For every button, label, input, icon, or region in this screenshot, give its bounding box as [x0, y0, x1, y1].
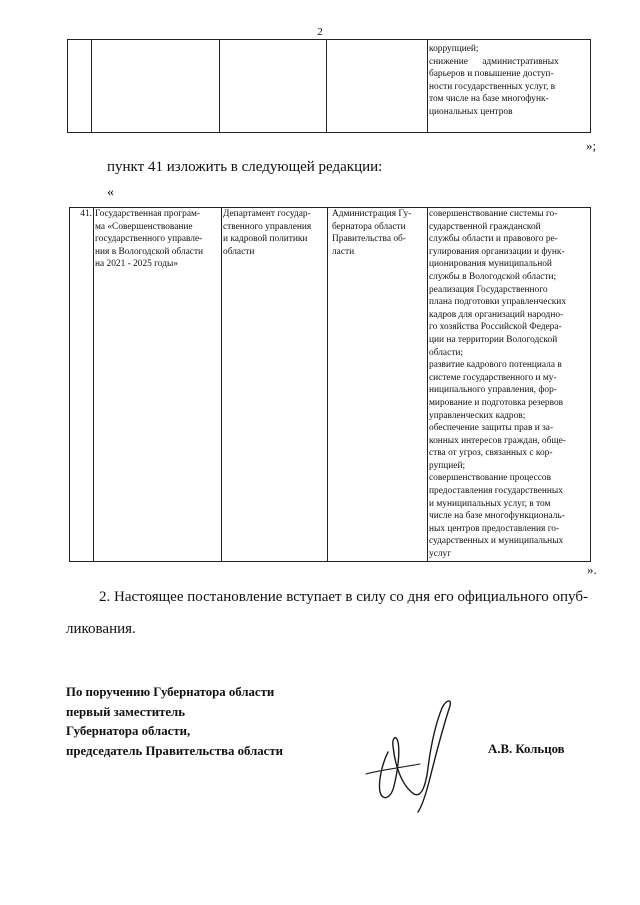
goal-line: управленческих кадров; [429, 410, 526, 421]
goal-line: циональных центров [429, 106, 513, 117]
table-cell-executor [222, 208, 328, 562]
goal-line: услуг [429, 549, 452, 560]
table-cell-coexecutor [328, 208, 428, 562]
opening-quote: « [107, 185, 114, 200]
program-line: ния в Вологодской области [95, 246, 204, 257]
page-number: 2 [317, 26, 323, 38]
goal-line: числе на базе многофункциональ- [429, 511, 565, 522]
coexecutor-line: Администрация Гу- [332, 209, 412, 219]
goal-line: барьеров и повышение доступ- [429, 69, 554, 80]
handwritten-signature [358, 694, 464, 814]
goal-line: обеспечение защиты прав и за- [429, 423, 554, 434]
goal-line: том числе на базе многофунк- [429, 94, 549, 105]
goal-line: службы области и правового ре- [429, 234, 558, 245]
signature-line-1: По поручению Губернатора области [66, 685, 275, 699]
goal-line: рупцией; [429, 460, 466, 471]
table-cell-goals [428, 208, 591, 562]
coexecutor-line: ласти [332, 246, 355, 257]
goal-line: службы в Вологодской области; [429, 271, 557, 282]
closing-quote-1: »; [586, 138, 597, 153]
goal-line: коррупцией; [429, 44, 479, 54]
table-cell-coexecutor [327, 40, 428, 133]
table-cell-goals [428, 40, 591, 133]
signature-line-4: председатель Правительства области [66, 743, 284, 758]
closing-quote-2: ». [587, 562, 597, 577]
replacement-table [69, 207, 591, 562]
table-cell-executor [220, 40, 327, 133]
goal-line: ности государственных услуг, в [429, 81, 556, 92]
goal-line: реализация Государственного [429, 284, 548, 295]
goal-line: и муниципальных услуг, в том [429, 498, 551, 509]
paragraph-2-line-2: ликования. [66, 621, 136, 637]
signature-line-2: первый заместитель [66, 704, 185, 719]
goal-line: гулирования организации и функ- [429, 246, 565, 257]
instruction-text: пункт 41 изложить в следующей редакции: [107, 159, 383, 175]
goal-line: предоставления государственных [429, 486, 563, 497]
goal-line: сударственных и муниципальных [429, 536, 564, 547]
continued-table [67, 39, 591, 133]
goal-line: системе государственного и му- [429, 372, 557, 383]
coexecutor-line: Правительства об- [332, 234, 406, 245]
goal-line: плана подготовки управленческих [429, 297, 567, 308]
program-line: ма «Совершенствование [95, 221, 193, 232]
signature-line-3: Губернатора области, [66, 724, 191, 738]
goal-line: го хозяйства Российской Федера- [429, 322, 562, 333]
goal-line: сударственной гражданской [429, 221, 541, 232]
goal-line: ционирования муниципальной [429, 259, 552, 270]
goal-line: развитие кадрового потенциала в [429, 360, 562, 371]
goal-line: совершенствование системы го- [429, 209, 558, 219]
goal-line: совершенствование процессов [429, 473, 552, 484]
program-line: на 2021 - 2025 годы» [95, 259, 178, 270]
executor-line: ственного управления [223, 221, 312, 232]
signature-block [66, 683, 283, 761]
program-line: государственного управле- [95, 234, 203, 245]
goal-line: мирование и подготовка резервов [429, 397, 564, 408]
table-cell-program [94, 208, 222, 562]
goal-line: ных центров предоставления го- [429, 523, 560, 534]
paragraph-2-line-1: 2. Настоящее постановление вступает в силу со дня его официального опуб- [99, 589, 588, 605]
goal-line: ниципального управления, фор- [429, 385, 557, 396]
item-number: 41. [80, 209, 92, 219]
signatory-name: А.В. Кольцов [488, 742, 565, 756]
table-cell-program [92, 40, 220, 133]
goal-line: ции на территории Вологодской [429, 334, 558, 345]
program-line: Государственная програм- [95, 209, 201, 219]
goal-line: области; [429, 347, 463, 358]
goal-line: ства от угроз, связанных с кор- [429, 448, 553, 459]
table-cell-number [68, 40, 92, 133]
goal-line: снижение административных [429, 56, 559, 67]
goal-line: кадров для организаций народно- [429, 309, 564, 320]
goal-line: конных интересов граждан, обще- [429, 435, 566, 446]
coexecutor-line: бернатора области [332, 221, 406, 232]
executor-line: и кадровой политики [223, 234, 308, 245]
executor-line: Департамент государ- [223, 209, 311, 219]
executor-line: области [223, 246, 255, 257]
table-cell-number [70, 208, 94, 562]
